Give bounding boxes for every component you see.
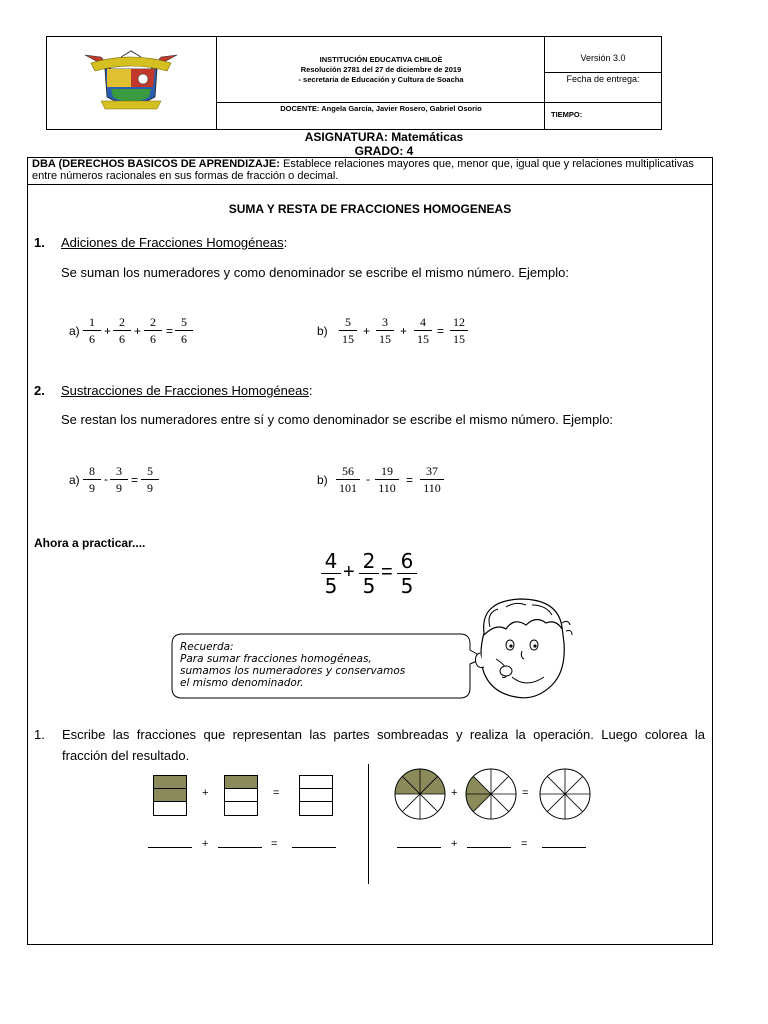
- plus-sign: +: [343, 561, 355, 583]
- header-table: [46, 36, 662, 130]
- bubble-line: el mismo denominador.: [180, 677, 304, 689]
- section1-b-label: b): [317, 324, 328, 338]
- fraction: [111, 315, 133, 346]
- denominator: 6: [89, 332, 95, 346]
- numerator: 37: [426, 464, 438, 478]
- numerator: 1: [89, 315, 95, 329]
- bar-segment-empty[interactable]: [300, 789, 332, 802]
- equals-sign: =: [381, 561, 393, 583]
- bar-segment-empty: [225, 789, 257, 802]
- denominator: 110: [378, 481, 396, 495]
- denominator: 101: [339, 481, 357, 495]
- section2-heading: Sustracciones de Fracciones Homogéneas: [61, 383, 309, 398]
- equals-sign: =: [166, 324, 174, 338]
- fraction: [81, 315, 103, 346]
- plus-sign: +: [134, 324, 142, 338]
- denominator: 6: [150, 332, 156, 346]
- big-fraction: [356, 550, 382, 597]
- plus-sign: +: [363, 324, 371, 338]
- plus-sign: +: [202, 838, 209, 850]
- numerator: 2: [362, 549, 376, 573]
- fecha-label: Fecha de entrega:: [566, 74, 640, 84]
- plus-sign: +: [202, 787, 209, 799]
- answer-blank[interactable]: [218, 847, 262, 848]
- bar-segment-empty[interactable]: [300, 802, 332, 815]
- big-fraction: [318, 550, 344, 597]
- secretaria-text: - secretaria de Educación y Cultura de Soacha: [298, 75, 464, 84]
- equals-sign: =: [273, 787, 280, 799]
- numerator: 56: [342, 464, 354, 478]
- bar-segment-empty: [154, 802, 186, 815]
- equals-sign: =: [406, 473, 414, 487]
- logo-cell: [47, 37, 217, 129]
- minus-sign: -: [366, 472, 370, 486]
- numerator: 6: [400, 549, 414, 573]
- section1-colon: :: [283, 235, 288, 250]
- section1-heading-wrap: [61, 235, 287, 250]
- pie-circle-shaded-4-of-8: [395, 769, 445, 819]
- equals-sign: =: [271, 838, 278, 850]
- fraction-bar-shaded-2-of-3: [153, 775, 187, 816]
- fraction: [418, 464, 446, 495]
- answer-blank[interactable]: [542, 847, 586, 848]
- numerator: 12: [453, 315, 465, 329]
- fraction: [139, 464, 161, 495]
- bubble-line: Para sumar fracciones homogéneas,: [180, 653, 372, 665]
- section2-b-label: b): [317, 473, 328, 487]
- fraction: [373, 464, 401, 495]
- fraction-bar-to-color[interactable]: [299, 775, 333, 816]
- docente-text: DOCENTE: Angela García, Javier Rosero, Gabriel Osorio: [280, 104, 482, 113]
- dba-text: [32, 158, 708, 182]
- numerator: 19: [381, 464, 393, 478]
- institution-name: INSTITUCIÓN EDUCATIVA CHILOÈ: [319, 55, 443, 64]
- plus-sign: +: [400, 324, 408, 338]
- denominator: 6: [119, 332, 125, 346]
- dba-description: Establece relaciones mayores que, menor que, igual que y relaciones multiplicativas entre números racionales en sus formas de fracción o decimal.: [32, 158, 694, 182]
- denominator: 9: [116, 481, 122, 495]
- section1-heading: Adiciones de Fracciones Homogéneas: [61, 235, 284, 250]
- numerator: 5: [181, 315, 187, 329]
- denominator: 110: [423, 481, 441, 495]
- resolution-text: Resolución 2781 del 27 de diciembre de 2019: [300, 65, 462, 74]
- school-crest-logo: [81, 49, 181, 113]
- denominator: 5: [324, 574, 338, 598]
- exercise-text-line2: fracción del resultado.: [62, 748, 190, 763]
- section1-text: Se suman los numeradores y como denominador se escribe el mismo número. Ejemplo:: [61, 265, 569, 280]
- bar-segment-empty: [225, 802, 257, 815]
- section1-number: 1.: [34, 235, 45, 250]
- numerator: 3: [116, 464, 122, 478]
- bar-segment-shaded: [225, 776, 257, 789]
- section2-heading-wrap: [61, 383, 312, 398]
- plus-sign: +: [451, 838, 458, 850]
- fraction-bar-shaded-1-of-3: [224, 775, 258, 816]
- denominator: 15: [417, 332, 429, 346]
- exercise-number: 1.: [34, 727, 45, 742]
- version-cell: [545, 37, 661, 129]
- big-fraction: [394, 550, 420, 597]
- version-text: Versión 3.0: [580, 53, 626, 63]
- denominator: 15: [379, 332, 391, 346]
- bubble-text: [180, 641, 405, 689]
- denominator: 15: [453, 332, 465, 346]
- fraction: [334, 464, 362, 495]
- bar-segment-shaded: [154, 776, 186, 789]
- denominator: 6: [181, 332, 187, 346]
- denominator: 9: [89, 481, 95, 495]
- grado-title: GRADO: 4: [354, 144, 414, 158]
- fraction: [374, 315, 396, 346]
- numerator: 3: [382, 315, 388, 329]
- answer-blank[interactable]: [397, 847, 441, 848]
- pie-circle-to-color: [540, 769, 590, 819]
- fraction: [412, 315, 434, 346]
- fraction: [81, 464, 103, 495]
- numerator: 2: [150, 315, 156, 329]
- bubble-line: sumamos los numeradores y conservamos: [180, 665, 406, 677]
- asignatura-title: ASIGNATURA: Matemáticas: [304, 130, 464, 144]
- bubble-line: Recuerda:: [180, 641, 234, 653]
- tiempo-label: TIEMPO:: [551, 110, 583, 119]
- practice-heading: Ahora a practicar....: [34, 536, 146, 550]
- institution-cell: [217, 37, 545, 129]
- section2-a-label: a): [69, 473, 80, 487]
- numerator: 5: [345, 315, 351, 329]
- dba-label: DBA (DERECHOS BASICOS DE APRENDIZAJE:: [32, 158, 280, 170]
- fraction: [337, 315, 359, 346]
- equals-sign: =: [522, 787, 529, 799]
- section2-text: Se restan los numeradores entre sí y como denominador se escribe el mismo número. Ejemplo:: [61, 412, 614, 427]
- denominator: 9: [147, 481, 153, 495]
- numerator: 4: [324, 549, 338, 573]
- numerator: 8: [89, 464, 95, 478]
- denominator: 5: [362, 574, 376, 598]
- fraction: [108, 464, 130, 495]
- equals-sign: =: [437, 324, 445, 338]
- plus-sign: +: [104, 324, 112, 338]
- pie-circles: [394, 767, 594, 821]
- minus-sign: -: [104, 472, 108, 486]
- answer-blank[interactable]: [467, 847, 511, 848]
- section2-colon: :: [308, 383, 313, 398]
- fraction: [142, 315, 164, 346]
- answer-blank[interactable]: [148, 847, 192, 848]
- cartoon-child-illustration: [466, 593, 576, 708]
- section2-number: 2.: [34, 383, 45, 398]
- numerator: 5: [147, 464, 153, 478]
- equals-sign: =: [521, 838, 528, 850]
- section1-a-label: a): [69, 324, 80, 338]
- answer-blank[interactable]: [292, 847, 336, 848]
- denominator: 5: [400, 574, 414, 598]
- bar-segment-shaded: [154, 789, 186, 802]
- pie-circle-shaded-2-of-8: [466, 769, 516, 819]
- divider-line: [368, 764, 369, 884]
- plus-sign: +: [451, 787, 458, 799]
- numerator: 4: [420, 315, 426, 329]
- exercise-text-line1: Escribe las fracciones que representan las partes sombreadas y realiza la operación. Luego colorea la: [62, 727, 705, 742]
- bar-segment-empty[interactable]: [300, 776, 332, 789]
- equals-sign: =: [131, 473, 139, 487]
- worksheet-title: SUMA Y RESTA DE FRACCIONES HOMOGENEAS: [228, 202, 512, 216]
- fraction: [173, 315, 195, 346]
- fraction: [448, 315, 470, 346]
- denominator: 15: [342, 332, 354, 346]
- numerator: 2: [119, 315, 125, 329]
